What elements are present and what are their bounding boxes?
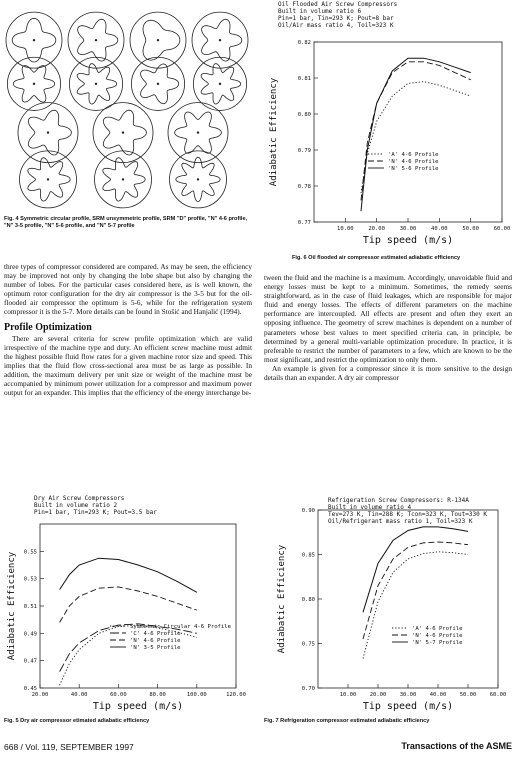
series-line bbox=[60, 587, 197, 623]
x-tick-label: 60.00 bbox=[493, 226, 511, 232]
y-tick-label: 0.90 bbox=[301, 508, 315, 514]
legend-label: Symmetric Circular 4-6 Profile bbox=[130, 624, 232, 630]
fig6-plot bbox=[258, 0, 514, 250]
figure-5-caption: Fig. 5 Dry air compressor etimated adiabatic efficiency bbox=[4, 718, 150, 724]
chart-header-line: Oil/Refrigerant mass ratio 1, Toil=323 K bbox=[328, 518, 473, 525]
x-tick-label: 80.00 bbox=[149, 692, 166, 698]
chart-header-line: Pin=1 bar, Tin=293 K; Pout=8 bar bbox=[278, 15, 394, 22]
paragraph-optimization: There are several criteria for screw profile optimization which are valid irrespective of the machine type and duty. An efficient screw machine must admit the highest possible fluid flow rates for a given machine rotor size and speed. This implies that the fluid flow cross-sectional area must be as large as possible. In addition, the maximum delivery per unit size or weight of the machine must be accompanied by minimum power utilization for a compressor and maximum power output for an expander. This implies that the efficiency of the energy interchange be- bbox=[4, 333, 252, 398]
y-axis-label: Adiabatic Efficiency bbox=[277, 544, 287, 654]
chart-header-line: Pin=1 bar, Tin=293 K; Pout=3.5 bar bbox=[34, 509, 157, 516]
section-heading: Profile Optimization bbox=[4, 321, 92, 333]
x-tick-label: 50.00 bbox=[459, 692, 477, 698]
legend-label: 'N' 3-5 Profile bbox=[130, 645, 181, 651]
rotor-pair-drawing bbox=[192, 12, 248, 110]
x-tick-label: 120.00 bbox=[226, 692, 246, 698]
paragraph-right-1: tween the fluid and the machine is a maximum. Accordingly, unavoidable fluid and energy losses must be kept to a minimum. Sometimes, the remedy seems straightforward, as in the case of fluid leakages, which are responsible for major fluid and energy losses. The effects of different parameters on the machine performance are intercoupled. All effects are present and often they exert an opposing influence. The geometry of screw machines is dependent on a number of parameters whose best values to meet specified criteria can, in principle, be determined by a general multi-variable optimization procedure. In practice, it is preferable to restrict the number of parameters to a few, which are known to be the most significant, and restrict the optimization to only them. bbox=[264, 273, 512, 364]
y-tick-label: 0.79 bbox=[297, 148, 311, 154]
left-column-text bbox=[4, 262, 252, 397]
x-tick-label: 20.00 bbox=[31, 692, 49, 698]
y-tick-label: 0.55 bbox=[23, 549, 37, 556]
y-tick-label: 0.45 bbox=[23, 686, 37, 692]
rotor-pair-drawing bbox=[6, 12, 62, 110]
footer-journal: Transactions of the ASME bbox=[401, 741, 512, 751]
y-tick-label: 0.53 bbox=[23, 576, 37, 583]
figure-7-chart bbox=[262, 490, 516, 714]
rotor-pair-drawing bbox=[93, 103, 153, 208]
y-tick-label: 0.80 bbox=[301, 597, 315, 603]
y-tick-label: 0.49 bbox=[23, 631, 37, 638]
legend-label: 'N' 4-6 Profile bbox=[130, 638, 181, 644]
chart-header-line: Oil/Air mass ratio 4, Toil=323 K bbox=[278, 22, 394, 29]
y-tick-label: 0.70 bbox=[301, 686, 315, 692]
legend-label: 'A' 4-6 Profile bbox=[412, 626, 463, 632]
figure-6-chart bbox=[258, 0, 514, 250]
legend-label: 'N' 4-6 Profile bbox=[388, 159, 439, 165]
paragraph-continuation: three types of compressor considered are compared. As may be seen, the efficiency may be improved not only by changing the lobe shape but also by changing the number of lobes. For the particular cases considered here, as is well known, the optimum rotor configuration for the dry air compressor is the 3-5 but for the oil-flooded air compressor the optimum is 5-6, while for the refrigeration system compressor it is the 5-7. More details can be found in Stošić and Hanjalić (1994). bbox=[4, 262, 252, 317]
legend-label: 'N' 4-6 Profile bbox=[412, 633, 463, 639]
x-tick-label: 30.00 bbox=[399, 692, 417, 698]
series-line bbox=[361, 58, 471, 211]
figure-4 bbox=[2, 4, 252, 214]
series-line bbox=[60, 558, 197, 592]
x-tick-label: 40.00 bbox=[429, 692, 447, 698]
x-tick-label: 10.00 bbox=[339, 692, 357, 698]
figure-5-chart bbox=[2, 490, 252, 714]
series-line bbox=[363, 542, 468, 639]
figure-6-caption: Fig. 6 Oil flooded air compressor estimated adiabatic efficiency bbox=[292, 255, 461, 261]
series-line bbox=[361, 82, 471, 194]
x-tick-label: 30.00 bbox=[399, 226, 417, 232]
y-tick-label: 0.81 bbox=[297, 76, 311, 82]
x-tick-label: 100.00 bbox=[186, 692, 207, 698]
y-tick-label: 0.51 bbox=[23, 604, 37, 610]
y-tick-label: 0.78 bbox=[297, 184, 311, 190]
paragraph-right-2: An example is given for a compressor since it is more sensitive to the design details than an expander. A dry air compressor bbox=[264, 363, 512, 383]
rotor-pair-drawing bbox=[168, 103, 228, 208]
plot-frame bbox=[314, 42, 502, 222]
chart-header-line: Dry Air Screw Compressors bbox=[34, 495, 125, 502]
rotor-pair-drawing bbox=[68, 12, 124, 110]
rotor-pair-drawing bbox=[18, 103, 78, 208]
y-tick-label: 0.82 bbox=[297, 40, 311, 46]
chart-header-line: Built in volume ratio 6 bbox=[278, 8, 362, 15]
figure-4-caption: Fig. 4 Symmetric circular profile, SRM unsymmetric profile, SRM "D" profile, "N" 4-6 profile, "N" 3-5 profile, "N" 5-6 profile, and "N" 5-7 profile bbox=[4, 216, 248, 229]
x-axis-label: Tip speed (m/s) bbox=[362, 235, 454, 246]
footer-page-info: 668 / Vol. 119, SEPTEMBER 1997 bbox=[4, 742, 134, 752]
x-tick-label: 60.00 bbox=[489, 692, 507, 698]
y-tick-label: 0.77 bbox=[297, 220, 311, 226]
figure-7-caption: Fig. 7 Refrigeration compressor estimated adiabatic efficiency bbox=[264, 718, 430, 724]
x-tick-label: 50.00 bbox=[462, 226, 479, 232]
rotor-pair-drawing bbox=[130, 12, 186, 110]
plot-frame bbox=[318, 510, 498, 688]
legend-label: 'C' 4-6 Profile bbox=[130, 631, 181, 637]
chart-header-line: Built in volume ratio 4 bbox=[328, 504, 412, 511]
x-axis-label: Tip speed (m/s) bbox=[362, 701, 454, 712]
legend-label: 'N' 5-7 Profile bbox=[412, 640, 463, 646]
y-tick-label: 0.75 bbox=[301, 641, 315, 648]
y-axis-label: Adiabatic Efficiency bbox=[269, 77, 279, 187]
rotor-profiles-drawing bbox=[2, 4, 252, 214]
x-tick-label: 20.00 bbox=[368, 226, 385, 232]
right-column-text bbox=[264, 273, 512, 382]
x-tick-label: 20.00 bbox=[369, 692, 387, 698]
legend-label: 'N' 5-6 Profile bbox=[388, 166, 439, 172]
chart-header-line: Oil Flooded Air Screw Compressors bbox=[278, 1, 398, 8]
x-tick-label: 40.00 bbox=[70, 692, 88, 698]
y-tick-label: 0.80 bbox=[297, 112, 311, 118]
x-tick-label: 10.00 bbox=[337, 226, 354, 232]
chart-header-line: Built in volume ratio 2 bbox=[34, 502, 118, 509]
y-tick-label: 0.85 bbox=[301, 552, 315, 559]
x-tick-label: 40.00 bbox=[431, 226, 448, 232]
y-tick-label: 0.47 bbox=[23, 658, 37, 665]
fig7-plot bbox=[262, 490, 516, 714]
x-tick-label: 60.00 bbox=[110, 692, 127, 698]
y-axis-label: Adiabatic Efficiency bbox=[7, 551, 17, 661]
x-axis-label: Tip speed (m/s) bbox=[92, 701, 184, 712]
legend-label: 'A' 4-6 Profile bbox=[388, 152, 439, 158]
fig5-plot bbox=[2, 490, 252, 714]
chart-header-line: Refrigeration Screw Compressors: R-134A bbox=[328, 497, 469, 504]
chart-header-line: Tev=273 K, Tin=288 K; Tcon=323 K, Tout=330 K bbox=[328, 511, 487, 518]
